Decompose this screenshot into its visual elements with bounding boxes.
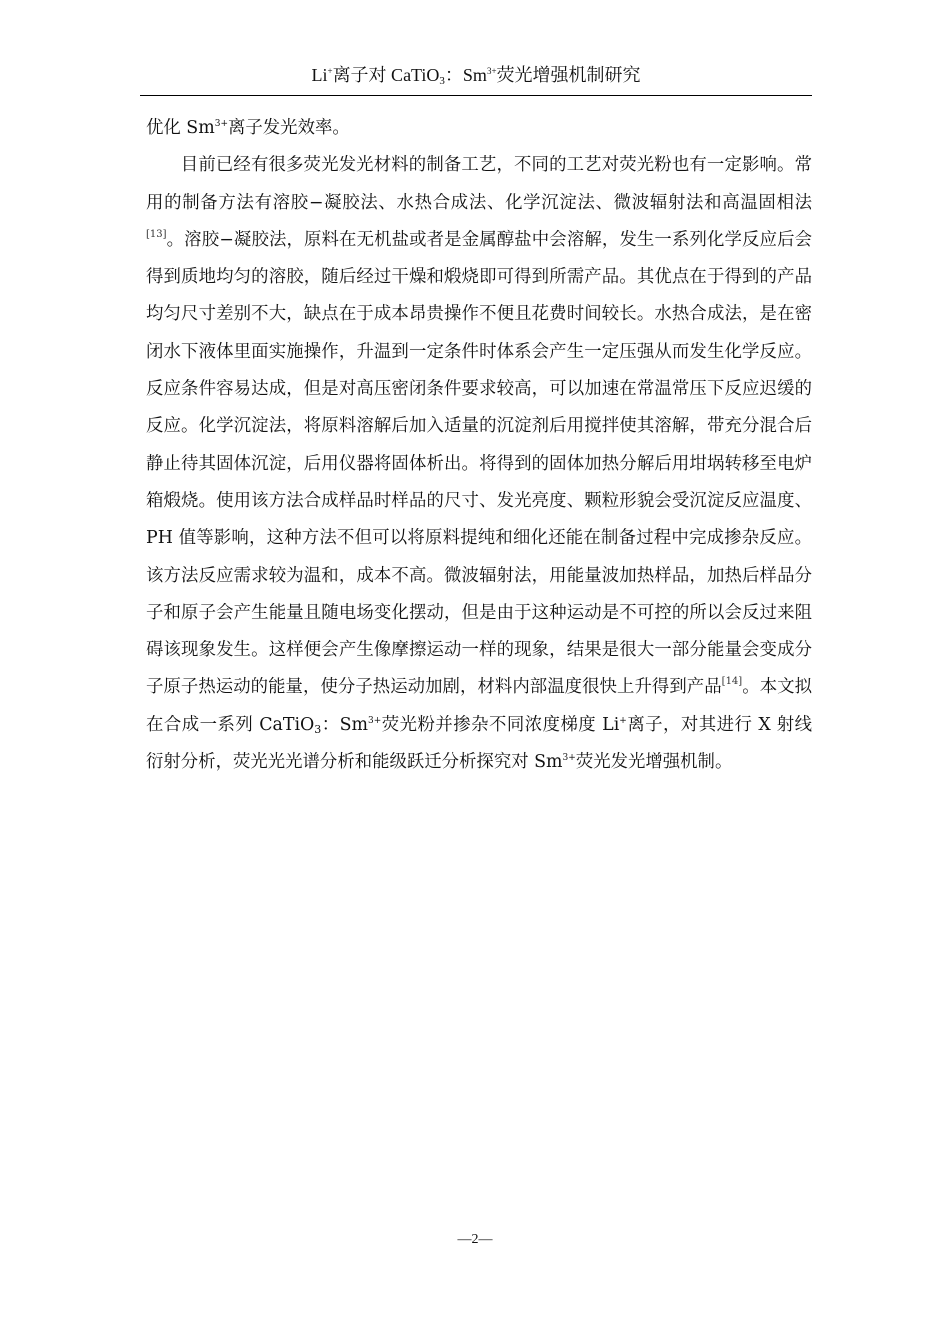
header-text: ：Sm — [444, 65, 487, 85]
text-run: 荧光发光增强机制。 — [575, 752, 733, 773]
text-run: 荧光粉并掺杂不同浓度梯度 Li — [381, 714, 620, 735]
subscript: 3 — [314, 722, 322, 736]
document-body — [146, 110, 812, 781]
header-superscript: 3+ — [486, 66, 497, 76]
superscript: 3+ — [214, 119, 228, 129]
header-superscript: + — [327, 66, 333, 76]
header-text: 离子对 CaTiO — [332, 65, 440, 85]
superscript: 3+ — [368, 715, 382, 726]
superscript: 3+ — [562, 753, 576, 764]
header-text: Li — [311, 65, 328, 85]
superscript: + — [619, 715, 627, 726]
text-run: 离子发光效率。 — [228, 118, 350, 138]
text-run: 目前已经有很多荧光发光材料的制备工艺，不同的工艺对荧光粉也有一定影响。常用的制备方法有溶胶−凝胶法、水热合成法、化学沉淀法、微波辐射法和高温固相法 — [146, 155, 812, 213]
text-run: 。溶胶−凝胶法，原料在无机盐或者是金属醇盐中会溶解，发生一系列化学反应后会得到质地均匀的溶胶，随后经过干燥和煅烧即可得到所需产品。其优点在于得到的产品均匀尺寸差别不大，缺点在于成本昂贵操作不便且花费时间较长。水热合成法，是在密闭水下液体里面实施操作，升温到一定条件时体系会产生一定压强从而发生化学反应。反应条件容易达成，但是对高压密闭条件要求较高，可以加速在常温常压下反应迟缓的反应。化学沉淀法，将原料溶解后加入适量的沉淀剂后用搅拌使其溶解，带充分混合后静止待其固体沉淀，后用仪器将固体析出。将得到的固体加热分解后用坩埚转移至电炉箱煅烧。使用该方法合成样品时样品的尺寸、发光亮度、颗粒形貌会受沉淀反应温度、PH 值等影响，这种方法不但可以将原料提纯和细化还能在制备过程中完成掺杂反应。该方法反应需求较为温和，成本不高。微波辐射法，用能量波加热样品，加热后样品分子和原子会产生能量且随电场变化摆动，但是由于这种运动是不可控的所以会反过来阻碍该现象发生。这样便会产生像摩擦运动一样的现象，结果是很大一部分能量会变成分子原子热运动的能量，使分子热运动加剧，材料内部温度很快上升得到产品 — [146, 229, 812, 698]
paragraph-methods — [146, 147, 812, 781]
header-text: 荧光增强机制研究 — [496, 65, 641, 85]
paragraph-continuation — [146, 110, 812, 147]
header-subscript: 3 — [439, 75, 445, 87]
header-rule — [140, 95, 812, 96]
citation-13: [13] — [146, 228, 167, 240]
text-run: 优化 Sm — [146, 118, 215, 138]
text-run: 。本文拟在合成一系列 CaTiO — [146, 677, 812, 735]
text-run: 离子，对其进行 X 射线衍射分析，荧光光光谱分析和能级跃迁分析探究对 Sm — [146, 714, 813, 773]
citation-14: [14] — [721, 676, 743, 688]
page-number: —2— — [457, 1232, 493, 1247]
text-run: ：Sm — [321, 714, 369, 735]
running-header — [140, 64, 812, 86]
